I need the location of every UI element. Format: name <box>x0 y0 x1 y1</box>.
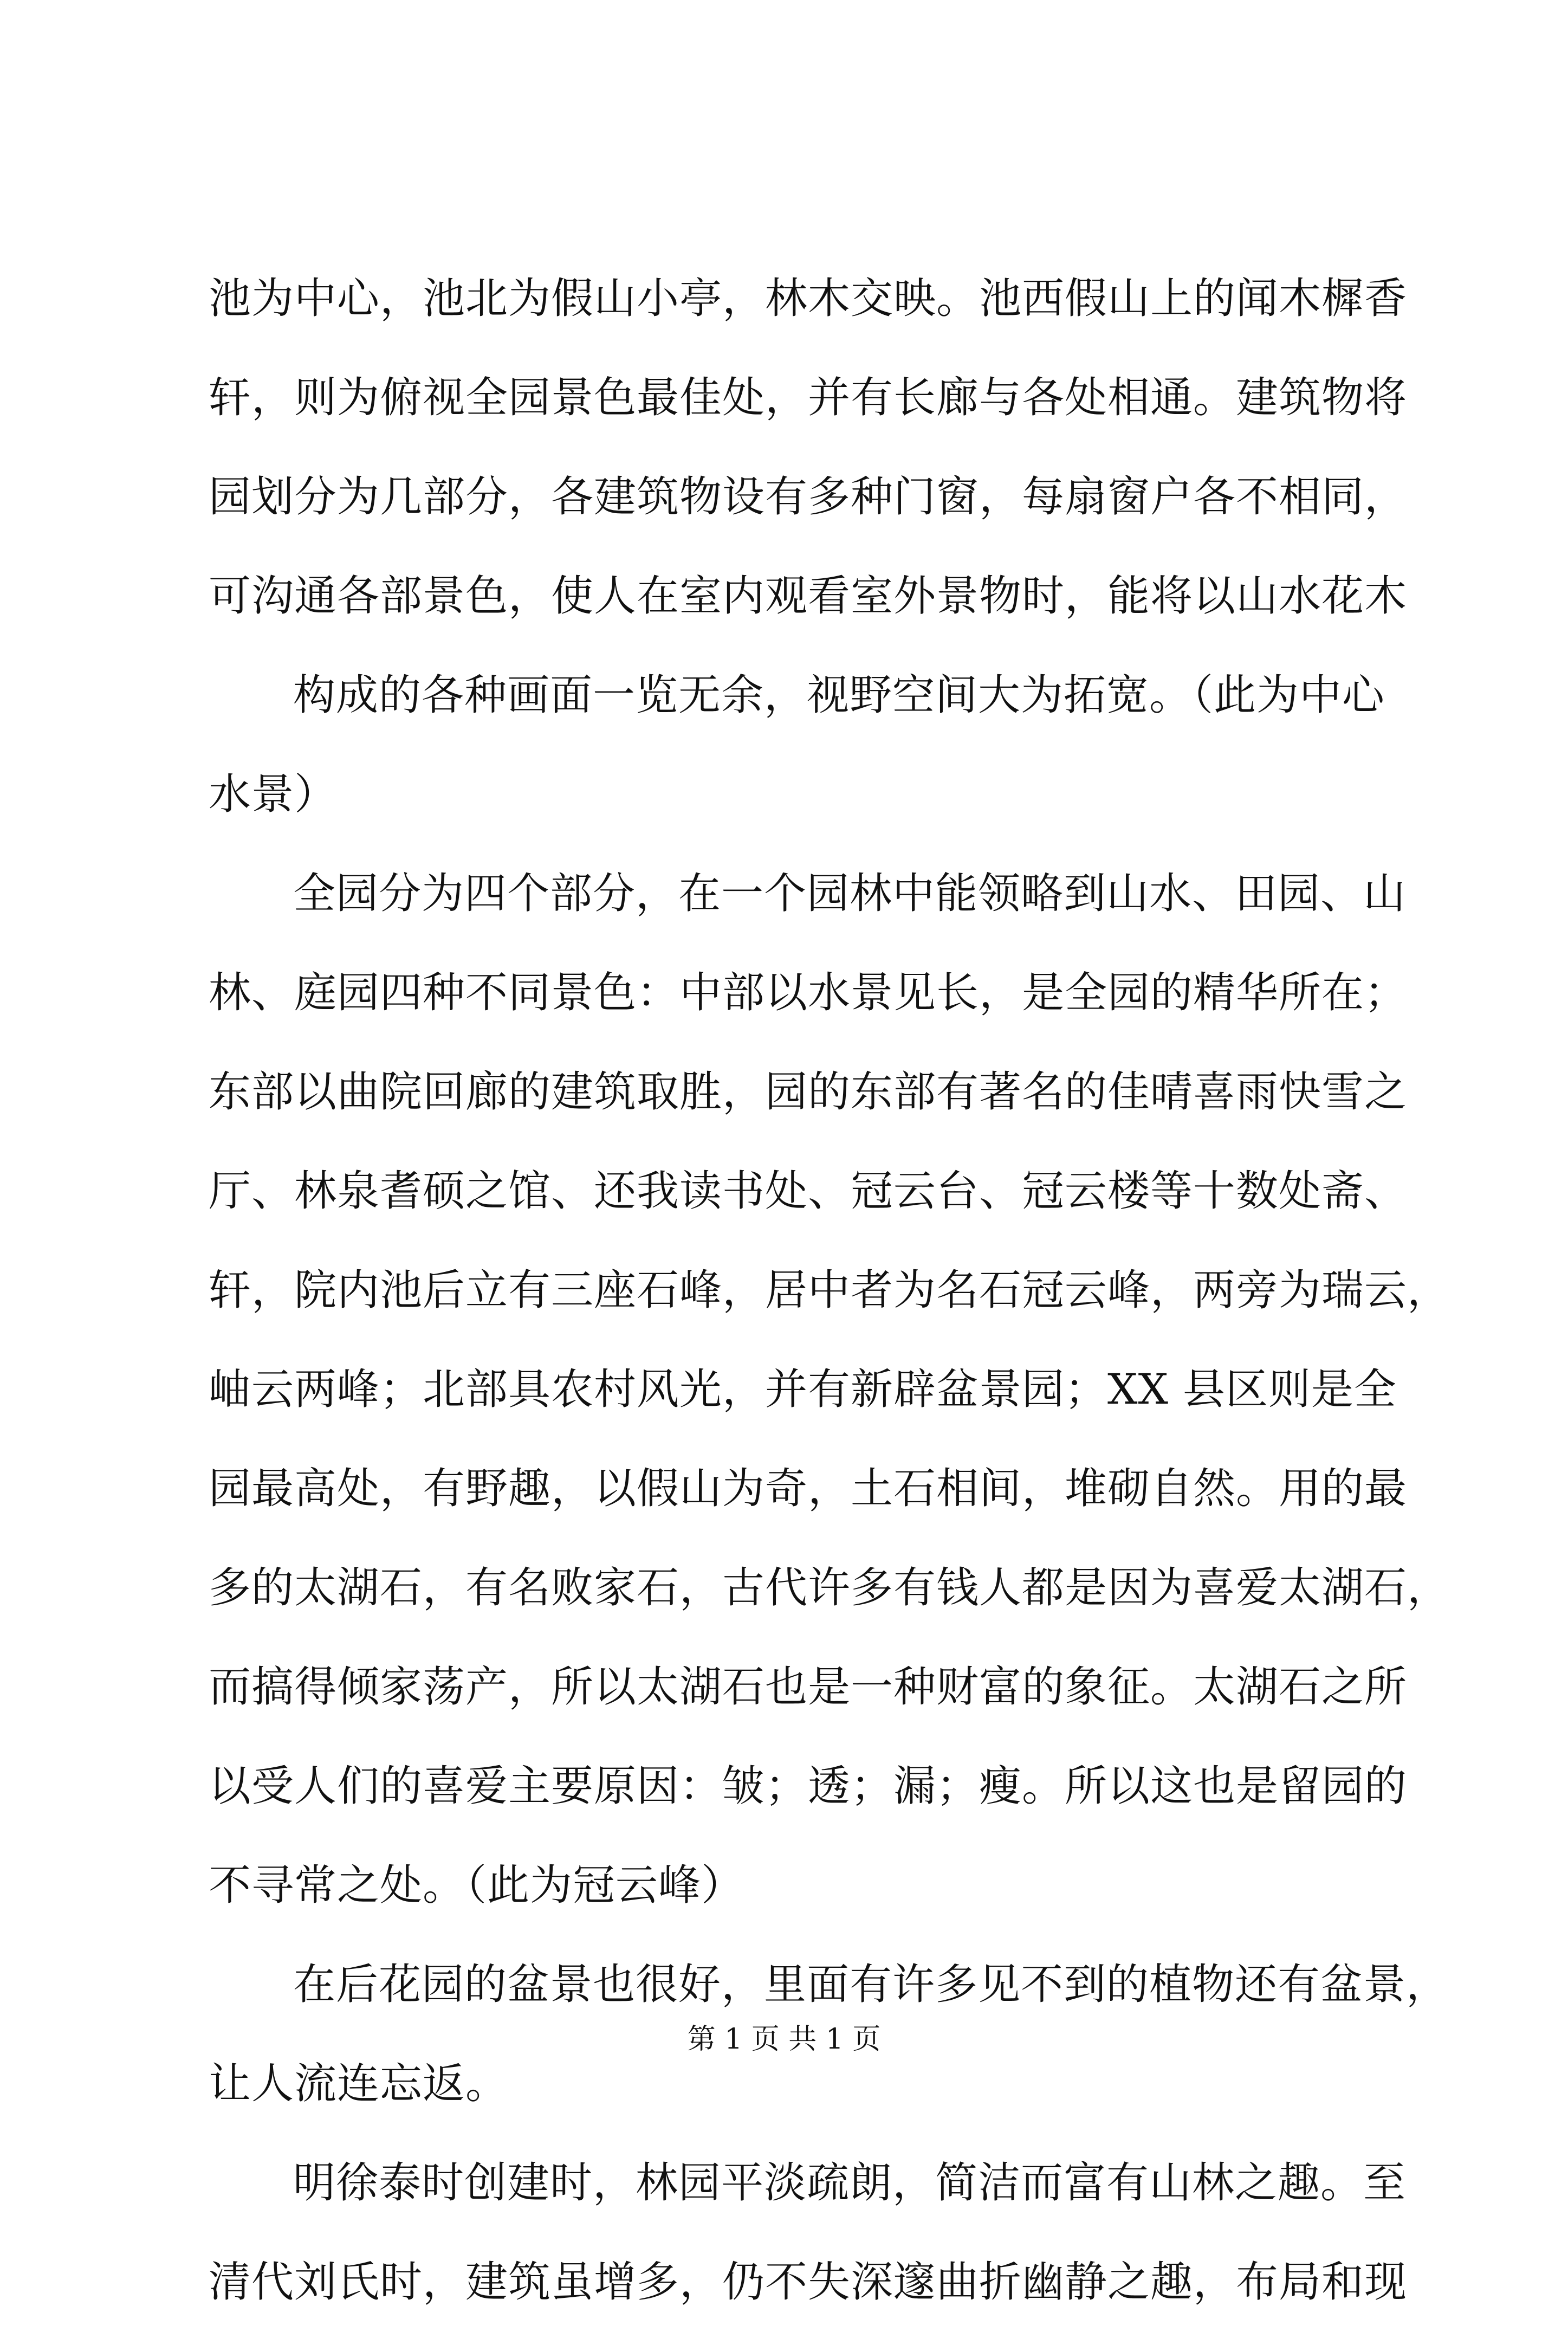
text-line: 构成的各种画面一览无余，视野空间大为拓宽。（此为中心 <box>293 671 1385 720</box>
text-line: 可沟通各部景色，使人在室内观看室外景物时，能将以山水花木 <box>209 572 1408 621</box>
text-line: 不寻常之处。（此为冠云峰） <box>209 1861 744 1910</box>
text-line: 轩，则为俯视全园景色最佳处，并有长廊与各处相通。建筑物将 <box>209 373 1408 422</box>
text-line: 全园分为四个部分，在一个园林中能领略到山水、田园、山 <box>293 869 1407 918</box>
text-line: 池为中心，池北为假山小亭，林木交映。池西假山上的闻木樨香 <box>209 274 1408 323</box>
body-text <box>209 249 1450 2332</box>
text-line: 轩，院内池后立有三座石峰，居中者为名石冠云峰，两旁为瑞云， <box>209 1266 1450 1315</box>
text-line: 厅、林泉耆硕之馆、还我读书处、冠云台、冠云楼等十数处斋、 <box>209 1167 1408 1216</box>
text-line: 以受人们的喜爱主要原因：皱；透；漏；瘦。所以这也是留园的 <box>209 1762 1408 1811</box>
text-line: 岫云两峰；北部具农村风光，并有新辟盆景园；XX 县区则是全 <box>209 1365 1397 1414</box>
text-line: 水景） <box>209 770 338 819</box>
page-footer <box>0 2020 1568 2058</box>
text-line: 多的太湖石，有名败家石，古代许多有钱人都是因为喜爱太湖石， <box>209 1564 1450 1612</box>
text-line: 在后花园的盆景也很好，里面有许多见不到的植物还有盆景， <box>293 1960 1449 2009</box>
text-line: 让人流连忘返。 <box>209 2059 509 2108</box>
text-line: 园划分为几部分，各建筑物设有多种门窗，每扇窗户各不相同， <box>209 473 1408 521</box>
text-line: 清代刘氏时，建筑虽增多，仍不失深邃曲折幽静之趣，布局和现 <box>209 2258 1408 2307</box>
text-line: 而搞得倾家荡产，所以太湖石也是一种财富的象征。太湖石之所 <box>209 1663 1408 1711</box>
text-line: 东部以曲院回廊的建筑取胜，园的东部有著名的佳晴喜雨快雪之 <box>209 1068 1408 1116</box>
page-number-label: 第 1 页 共 1 页 <box>687 2023 881 2056</box>
text-line: 园最高处，有野趣，以假山为奇，土石相间，堆砌自然。用的最 <box>209 1464 1408 1513</box>
text-line: 明徐泰时创建时，林园平淡疏朗，简洁而富有山林之趣。至 <box>293 2159 1407 2207</box>
text-line: 林、庭园四种不同景色：中部以水景见长，是全园的精华所在； <box>209 968 1408 1017</box>
